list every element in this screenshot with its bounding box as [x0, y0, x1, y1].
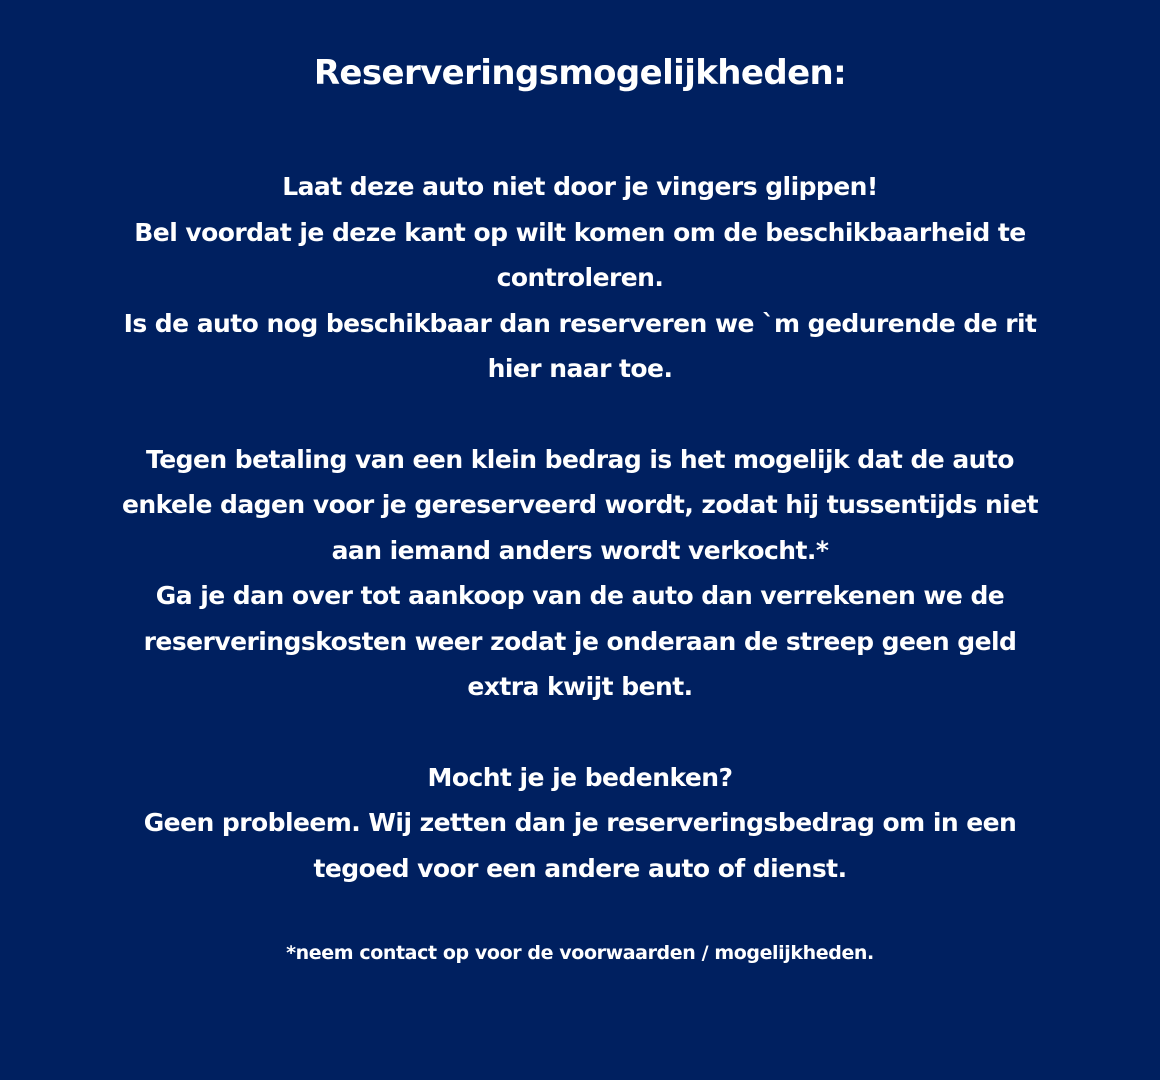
text-line: hier naar toe. [487, 354, 673, 383]
paragraph-reservation-fee [80, 437, 1080, 710]
text-line: tegoed voor een andere auto of dienst. [313, 853, 847, 883]
text-line: aan iemand anders wordt verkocht.* [331, 535, 829, 565]
text-line: Mocht je je bedenken? [427, 762, 733, 792]
text-line: enkele dagen voor je gereserveerd wordt, zodat hij tussentijds niet [121, 490, 1039, 519]
text-line: Is de auto nog beschikbaar dan reserveren we `m gedurende de rit [123, 308, 1037, 338]
text-line: reserveringskosten weer zodat je onderaan de streep geen geld [143, 626, 1017, 656]
text-line: Tegen betaling van een klein bedrag is het mogelijk dat de auto [146, 444, 1014, 474]
text-line: controleren. [496, 263, 664, 292]
page-title: Reserveringsmogelijkheden: [313, 53, 847, 93]
paragraph-availability [80, 164, 1080, 392]
text-line: Bel voordat je deze kant op wilt komen om de beschikbaarheid te [134, 217, 1026, 247]
text-line: Ga je dan over tot aankoop van de auto dan verrekenen we de [155, 581, 1005, 610]
text-line: extra kwijt bent. [467, 672, 693, 701]
footnote: *neem contact op voor de voorwaarden / mogelijkheden. [286, 942, 874, 964]
text-line: Laat deze auto niet door je vingers glippen! [282, 172, 878, 201]
text-line: Geen probleem. Wij zetten dan je reserveringsbedrag om in een [143, 808, 1017, 837]
paragraph-change-of-mind [80, 755, 1080, 892]
